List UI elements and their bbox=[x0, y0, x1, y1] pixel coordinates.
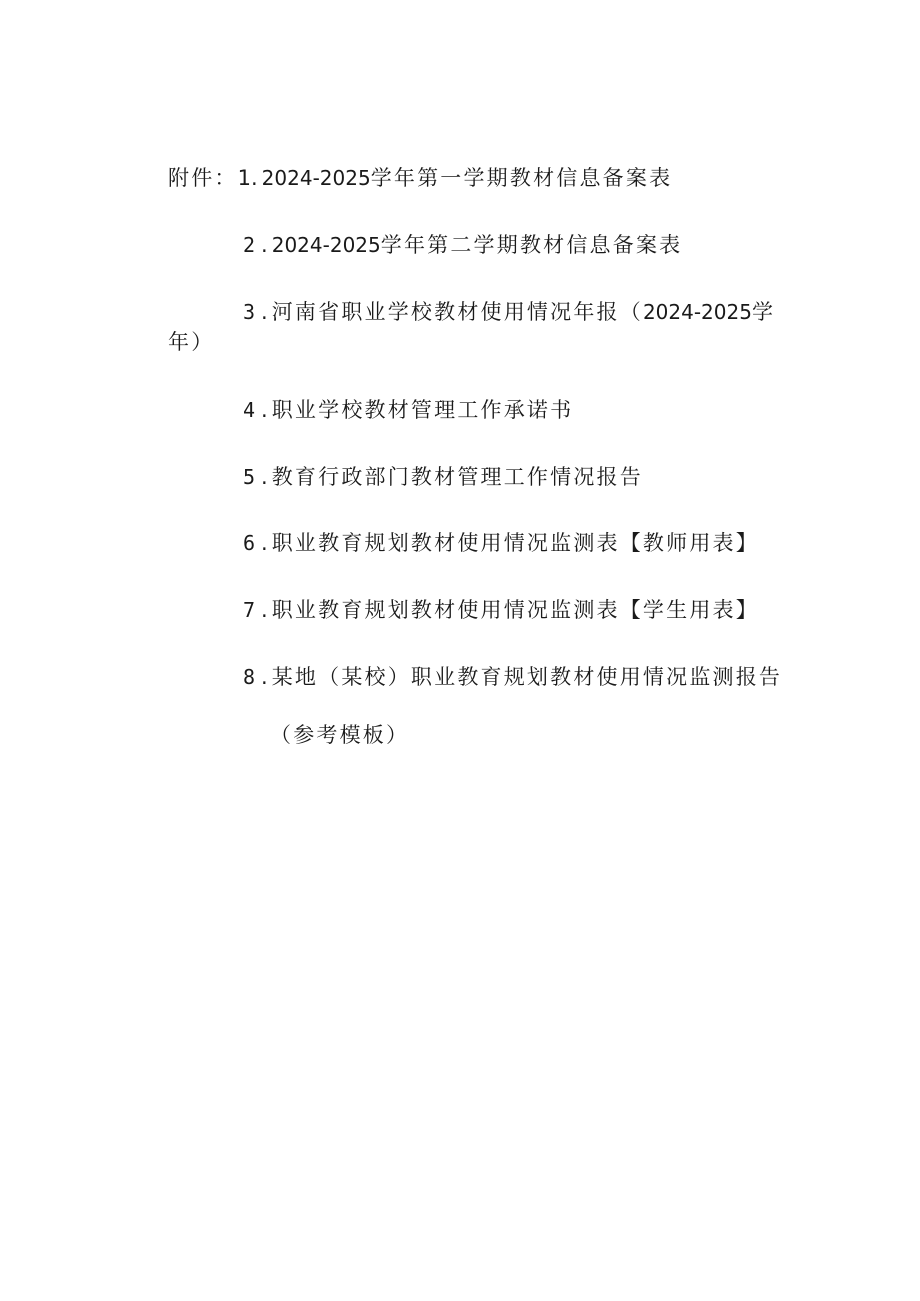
attachment-item-3: 3 . 河南省职业学校教材使用情况年报（2024-2025学 bbox=[243, 296, 775, 328]
attachment-item-4: 4 . 职业学校教材管理工作承诺书 bbox=[243, 394, 573, 426]
attachment-item-5: 5 . 教育行政部门教材管理工作情况报告 bbox=[243, 461, 643, 493]
attachment-item-6-number: 6 bbox=[243, 531, 256, 555]
attachment-item-2-number: 2 bbox=[243, 233, 256, 257]
attachment-item-7: 7 . 职业教育规划教材使用情况监测表【学生用表】 bbox=[243, 594, 759, 626]
attachment-item-5-number: 5 bbox=[243, 465, 256, 489]
attachment-item-1-title: 学年第一学期教材信息备案表 bbox=[370, 166, 673, 190]
attachment-item-6: 6 . 职业教育规划教材使用情况监测表【教师用表】 bbox=[243, 527, 759, 559]
attachment-item-1: 附件：1. 2024-2025学年第一学期教材信息备案表 bbox=[168, 166, 673, 190]
attachment-item-8-wrap: （参考模板） bbox=[270, 723, 410, 747]
attachment-item-7-number: 7 bbox=[243, 598, 256, 622]
attachment-item-3-wrap: 年） bbox=[168, 330, 215, 354]
attachment-item-4-number: 4 bbox=[243, 398, 256, 422]
attachment-item-1-number: 1 bbox=[237, 166, 251, 190]
attachment-item-2-title: 学年第二学期教材信息备案表 bbox=[380, 233, 683, 257]
attachment-item-3-title-tail: 学 bbox=[751, 300, 776, 324]
attachment-item-2-year: 2024-2025 bbox=[271, 233, 381, 257]
attachment-item-6-title: 职业教育规划教材使用情况监测表【教师用表】 bbox=[271, 531, 759, 555]
attachment-item-2: 2 . 2024-2025学年第二学期教材信息备案表 bbox=[243, 229, 682, 261]
attachment-item-4-title: 职业学校教材管理工作承诺书 bbox=[271, 398, 574, 422]
attachment-item-3-title: 河南省职业学校教材使用情况年报（ bbox=[271, 300, 643, 324]
attachment-item-8: 8 . 某地（某校）职业教育规划教材使用情况监测报告 bbox=[243, 661, 782, 693]
attachment-item-3-year: 2024-2025 bbox=[642, 300, 752, 324]
attachment-item-8-number: 8 bbox=[243, 665, 256, 689]
attachment-item-1-year: 2024-2025 bbox=[261, 166, 371, 190]
attachment-item-3-number: 3 bbox=[243, 300, 256, 324]
attachment-item-5-title: 教育行政部门教材管理工作情况报告 bbox=[271, 465, 643, 489]
attachment-item-7-title: 职业教育规划教材使用情况监测表【学生用表】 bbox=[271, 598, 759, 622]
attachment-prefix: 附件： bbox=[168, 166, 238, 190]
attachment-item-8-title: 某地（某校）职业教育规划教材使用情况监测报告 bbox=[271, 665, 783, 689]
attachment-item-3-continuation bbox=[168, 326, 214, 358]
attachment-item-8-continuation bbox=[270, 719, 409, 751]
